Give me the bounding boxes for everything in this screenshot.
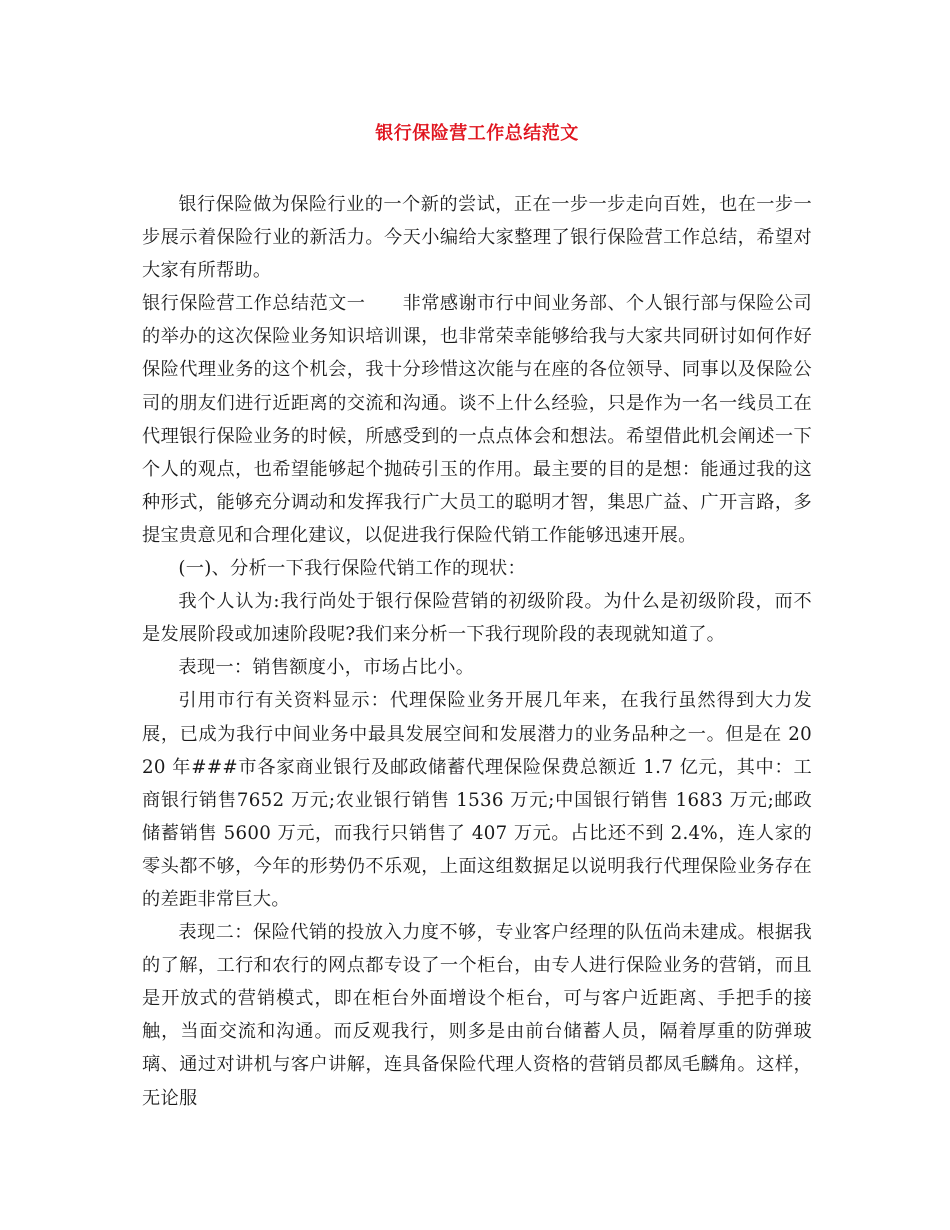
paragraph-opinion: 我个人认为:我行尚处于银行保险营销的初级阶段。为什么是初级阶段，而不是发展阶段或加速阶段呢?我们来分析一下我行现阶段的表现就知道了。 bbox=[142, 591, 812, 646]
paragraph-heading-status: (一)、分析一下我行保险代销工作的现状： bbox=[178, 558, 526, 580]
document-title: 银行保险营工作总结范文 bbox=[375, 123, 579, 144]
paragraph-section-one: 银行保险营工作总结范文一 非常感谢市行中间业务部、个人银行部与保险公司的举办的这次保险业务知识培训课，也非常荣幸能够给我与大家共同研讨如何作好保险代理业务的这个机会，我十分珍惜这次能与在座的各位领导、同事以及保险公司的朋友们进行近距离的交流和沟通。谈不上什么经验，只是作为一名一线员工在代理银行保险业务的时候，所感受到的一点点体会和想法。希望借此机会阐述一下个人的观点，也希望能够起个抛砖引玉的作用。最主要的目的是想：能通过我的这种形式，能够充分调动和发挥我行广大员工的聪明才智，集思广益、广开言路，多提宝贵意见和合理化建议，以促进我行保险代销工作能够迅速开展。 bbox=[142, 293, 812, 546]
paragraph-data: 引用市行有关资料显示：代理保险业务开展几年来，在我行虽然得到大力发展，已成为我行中间业务中最具发展空间和发展潜力的业务品种之一。但是在 2020 年###市各家商业银行及邮政储蓄代理保险保费总额近 1.7 亿元，其中：工商银行销售7652 万元;农业银行销售 1536 万元;中国银行销售 1683 万元;邮政储蓄销售 5600 万元，而我行只销售了 407 万元。占比还不到 2.4%，连人家的零头都不够，今年的形势仍不乐观，上面这组数据足以说明我行代理保险业务存在的差距非常巨大。 bbox=[142, 690, 812, 910]
paragraph-intro: 银行保险做为保险行业的一个新的尝试，正在一步一步走向百姓，也在一步一步展示着保险行业的新活力。今天小编给大家整理了银行保险营工作总结，希望对大家有所帮助。 bbox=[142, 194, 812, 282]
paragraph-performance-one: 表现一：销售额度小，市场占比小。 bbox=[178, 657, 475, 679]
paragraph-performance-two: 表现二：保险代销的投放入力度不够，专业客户经理的队伍尚未建成。根据我的了解，工行和农行的网点都专设了一个柜台，由专人进行保险业务的营销，而且是开放式的营销模式，即在柜台外面增设个柜台，可与客户近距离、手把手的接触，当面交流和沟通。而反观我行，则多是由前台储蓄人员，隔着厚重的防弹玻璃、通过对讲机与客户讲解，连具备保险代理人资格的营销员都凤毛麟角。这样，无论服 bbox=[142, 922, 812, 1109]
document-page bbox=[142, 118, 812, 1115]
